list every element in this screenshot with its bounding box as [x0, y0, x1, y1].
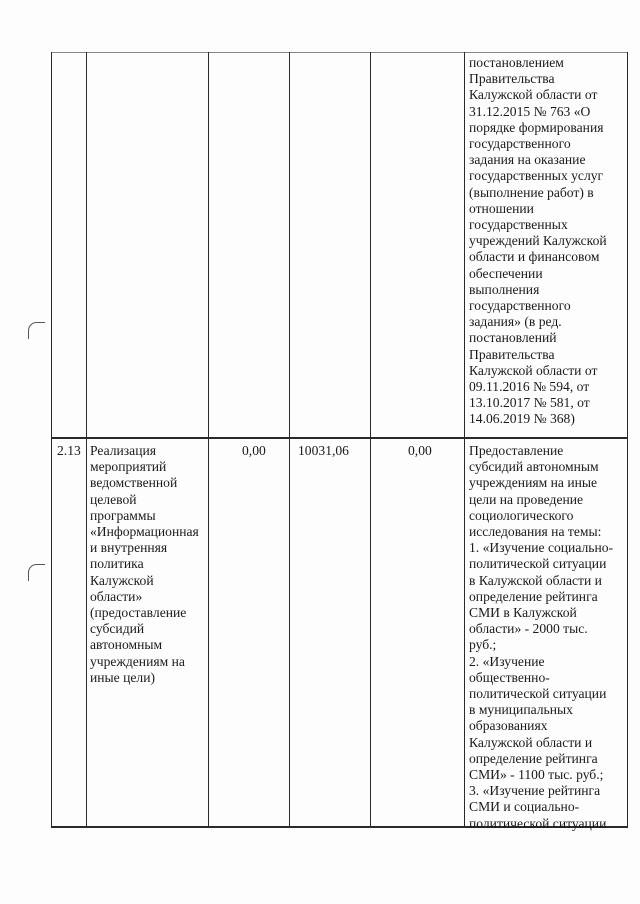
table-column-divider — [289, 52, 290, 828]
description-cell: Предоставление субсидий автономным учреждениям на иные цели на проведение социологического исследования на темы: 1. «Изучение социально- политической ситуации в Калужской области и определение рейтинга СМИ в Калужской области» - 2000 тыс. руб.; 2. «Изучение общественно- политической ситуации в муниципальных образованиях Калужской области и определение рейтинга СМИ» - 1100 тыс. руб.; 3. «Изучение рейтинга СМИ и социально- политической ситуации — [469, 443, 614, 831]
continuation-description-cell: постановлением Правительства Калужской области от 31.12.2015 № 763 «О порядке формирования государственного задания на оказание государственных услуг (выполнение работ) в отношении государственных учреждений Калужской области и финансовом обеспечении выполнения государственного задания» (в ред. постановлений Правительства Калужской области от 09.11.2016 № 594, от 13.10.2017 № 581, от 14.06.2019 № 368) — [469, 55, 607, 427]
table-column-divider — [208, 52, 209, 828]
table-row-divider — [51, 437, 628, 439]
table-border-left — [51, 52, 52, 828]
value-cell-1: 0,00 — [242, 443, 266, 458]
table-column-divider — [464, 52, 465, 828]
row-number-cell: 2.13 — [57, 443, 81, 458]
table-column-divider — [370, 52, 371, 828]
table-border-top — [51, 52, 628, 53]
binder-hole-mark — [28, 322, 45, 339]
table-column-divider — [86, 52, 87, 828]
binder-hole-mark — [28, 564, 45, 581]
value-cell-3: 0,00 — [408, 443, 432, 458]
value-cell-2: 10031,06 — [298, 443, 349, 458]
activity-name-cell: Реализация мероприятий ведомственной целевой программы «Информационная и внутренняя политика Калужской области» (предоставление субсидий автономным учреждениям на иные цели) — [90, 443, 199, 685]
